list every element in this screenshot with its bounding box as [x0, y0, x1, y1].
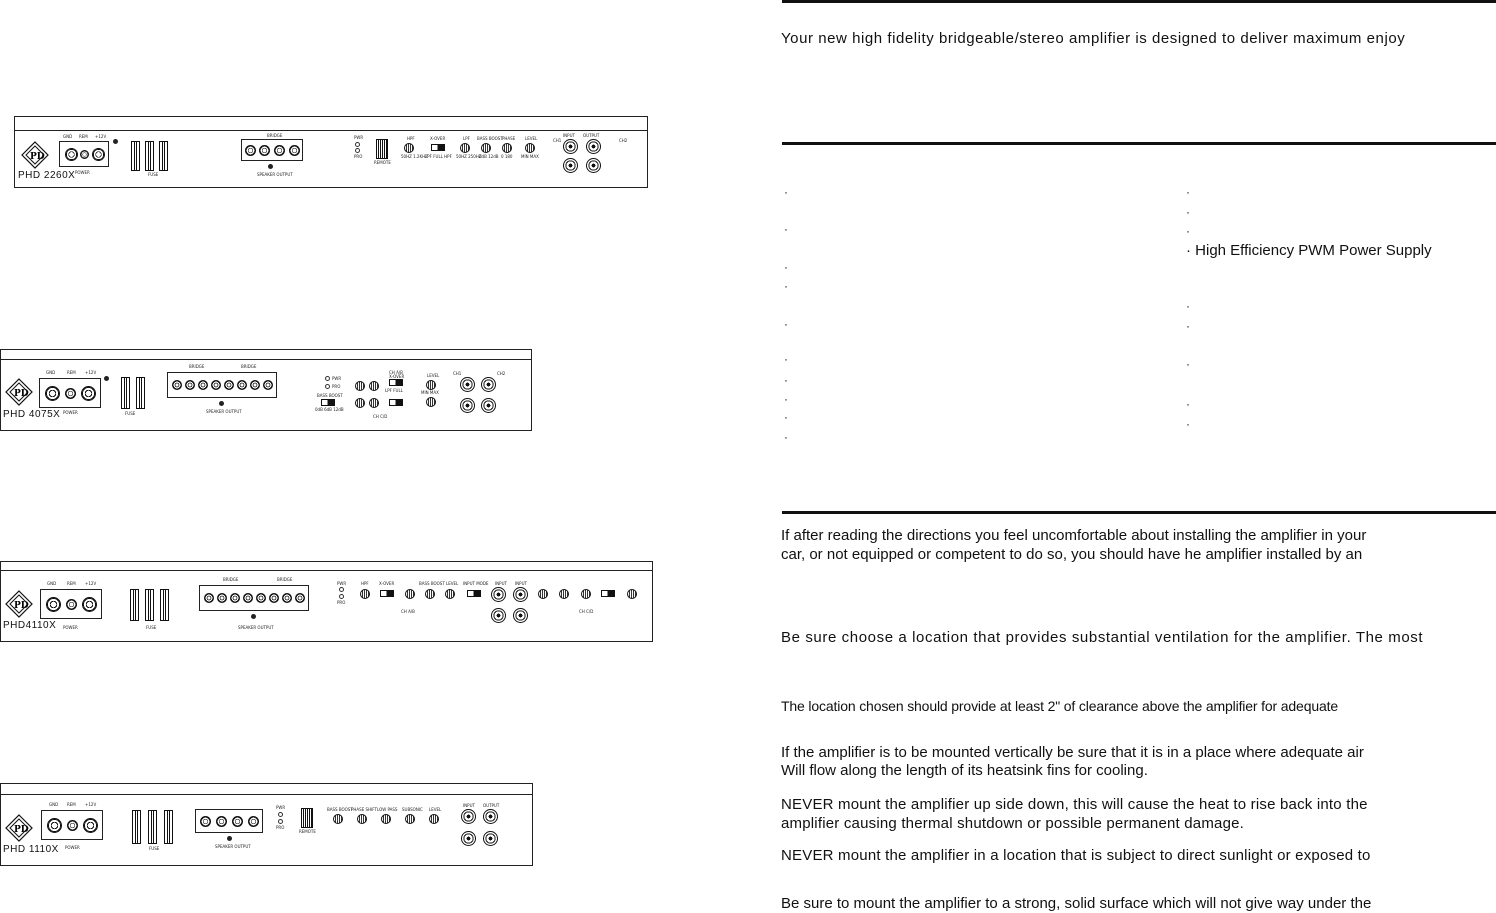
phase-shift-label: PHASE SHIFT	[351, 807, 377, 812]
speaker-terminal[interactable]	[274, 145, 285, 156]
lpf-knob[interactable]	[581, 589, 591, 599]
feature-bullet: ·	[784, 373, 788, 387]
rca-input-jack[interactable]	[460, 398, 475, 413]
led-label-pro: PRO	[276, 825, 285, 830]
speaker-terminal[interactable]	[232, 816, 243, 827]
rca-input-jack[interactable]	[563, 158, 578, 173]
output-label: OUTPUT	[483, 803, 500, 808]
power-terminal-block	[39, 378, 101, 408]
input-label: INPUT	[563, 133, 575, 138]
power-label: POWER	[65, 845, 80, 850]
gnd-terminal[interactable]	[46, 597, 61, 612]
amp-panel-phd-2260x	[14, 116, 648, 188]
speaker-terminal[interactable]	[269, 593, 279, 603]
hpf-range: 50HZ 1.2KHZ	[401, 154, 428, 159]
speaker-terminal-block	[167, 372, 277, 398]
svg-text:PD: PD	[14, 825, 29, 835]
feature-bullet: ·	[1186, 205, 1190, 219]
speaker-group-label: BRIDGE	[223, 577, 239, 582]
bass-boost-switch[interactable]	[321, 399, 335, 406]
phase-knob[interactable]	[502, 143, 512, 153]
remote-label: REMOTE	[374, 160, 391, 165]
speaker-output-label: SPEAKER OUTPUT	[257, 172, 293, 177]
low-pass-label: LOW PASS	[377, 807, 398, 812]
screw-icon	[219, 401, 224, 406]
power-label: POWER	[63, 625, 78, 630]
speaker-terminal[interactable]	[185, 380, 195, 390]
speaker-terminal[interactable]	[259, 145, 270, 156]
speaker-terminal[interactable]	[295, 593, 305, 603]
hpf-knob[interactable]	[627, 589, 637, 599]
speaker-terminal[interactable]	[248, 816, 259, 827]
feature-bullet: ·	[1186, 185, 1190, 199]
hpf-knob[interactable]	[369, 381, 379, 391]
power-led	[355, 142, 360, 147]
input-label: INPUT	[495, 581, 507, 586]
gnd-terminal[interactable]	[45, 386, 60, 401]
hpf-label: HPF	[407, 136, 415, 141]
protect-led	[278, 819, 283, 824]
bass-boost-label: BASS BOOST	[317, 393, 343, 398]
phase-shift-knob[interactable]	[357, 814, 367, 824]
speaker-terminal-block	[199, 585, 309, 611]
terminal-label-12v: +12V	[85, 581, 97, 586]
speaker-terminal[interactable]	[172, 380, 182, 390]
fuse-label: FUSE	[125, 411, 136, 416]
vertical-mount-line-1: If the amplifier is to be mounted vertically be sure that it is in a place where adequate air	[781, 744, 1364, 761]
ch2-label: CH2	[497, 371, 506, 376]
rca-input-jack[interactable]	[460, 377, 475, 392]
led-label-pwr: PWR	[276, 805, 286, 810]
rca-output-jack[interactable]	[586, 158, 601, 173]
never-sunlight-paragraph: NEVER mount the amplifier in a location that is subject to direct sunlight or exposed to	[781, 847, 1371, 864]
feature-bullet: ·	[784, 222, 788, 236]
speaker-output-label: SPEAKER OUTPUT	[238, 625, 274, 630]
terminal-label-12v: +12V	[85, 370, 97, 375]
feature-high-efficiency: · High Efficiency PWM Power Supply	[1186, 242, 1432, 259]
feature-bullet: ·	[784, 392, 788, 406]
feature-bullet: ·	[1186, 397, 1190, 411]
screw-icon	[113, 139, 118, 144]
model-name: PHD 1110X	[3, 844, 59, 855]
level-knob[interactable]	[426, 397, 436, 407]
model-name: PHD 2260X	[18, 170, 76, 181]
rca-output-jack[interactable]	[586, 139, 601, 154]
rca-input-jack[interactable]	[461, 809, 476, 824]
remote-port[interactable]	[301, 808, 313, 828]
remote-label: REMOTE	[299, 829, 316, 834]
x-over-label: X-OVER	[379, 581, 395, 586]
input-label: INPUT	[515, 581, 527, 586]
led-label-pro: PRO	[354, 154, 363, 159]
speaker-terminal-block	[241, 139, 303, 161]
fuse-icon[interactable]	[130, 589, 139, 621]
install-paragraph-line-1: If after reading the directions you feel uncomfortable about installing the amplifier in your	[781, 527, 1367, 544]
panel-top-line	[1, 359, 531, 360]
bass-boost-knob[interactable]	[333, 814, 343, 824]
speaker-terminal[interactable]	[217, 593, 227, 603]
x-over-label: X-OVER	[430, 136, 446, 141]
bass-boost-range: 0dB 12dB	[479, 154, 499, 159]
rem-terminal[interactable]	[66, 599, 77, 610]
12v-terminal[interactable]	[82, 597, 97, 612]
speaker-terminal[interactable]	[198, 380, 208, 390]
feature-bullet: ·	[1186, 357, 1190, 371]
speaker-terminal[interactable]	[230, 593, 240, 603]
terminal-label-rem: REM	[67, 581, 76, 586]
svg-text:PD: PD	[14, 389, 29, 399]
power-led	[339, 587, 344, 592]
lpf-knob[interactable]	[460, 143, 470, 153]
level-label: LEVEL	[429, 807, 442, 812]
power-terminal-block	[41, 810, 103, 840]
12v-terminal[interactable]	[81, 386, 96, 401]
x-over-modes: LPF FULL HPF	[425, 154, 452, 159]
level-knob[interactable]	[429, 814, 439, 824]
rca-input-jack[interactable]	[513, 608, 528, 623]
fuse-icon[interactable]	[132, 810, 141, 844]
level-label: LEVEL	[427, 373, 440, 378]
level-range: MIN MAX	[521, 154, 539, 159]
led-label-pwr: PWR	[337, 581, 347, 586]
model-name: PHD4110X	[3, 620, 57, 631]
speaker-group-label: BRIDGE	[267, 133, 283, 138]
speaker-terminal[interactable]	[216, 816, 227, 827]
led-label-pro: PRO	[337, 600, 346, 605]
speaker-terminal[interactable]	[263, 380, 273, 390]
speaker-terminal[interactable]	[237, 380, 247, 390]
speaker-output-label: SPEAKER OUTPUT	[206, 409, 242, 414]
power-label: POWER	[63, 410, 78, 415]
power-led	[325, 376, 330, 381]
amp-panel-phd-4075x	[0, 349, 532, 431]
rca-input-jack[interactable]	[461, 831, 476, 846]
feature-bullet: ·	[784, 430, 788, 444]
x-over-switch[interactable]	[389, 379, 403, 386]
led-label-pwr: PWR	[354, 135, 364, 140]
lpf-knob[interactable]	[405, 589, 415, 599]
feature-bullet: ·	[1186, 319, 1190, 333]
rca-input-jack[interactable]	[491, 587, 506, 602]
terminal-label-gnd: GND	[47, 581, 57, 586]
feature-bullet: ·	[1186, 417, 1190, 431]
terminal-label-rem: REM	[67, 802, 76, 807]
x-over-label: X-OVER	[389, 374, 405, 379]
terminal-label-12v: +12V	[85, 802, 97, 807]
amp-panel-phd4110x	[0, 561, 653, 642]
ch-a-b-label: CH A/B	[389, 370, 403, 375]
x-over-switch[interactable]	[389, 399, 403, 406]
bass-boost-label: BASS BOOST	[327, 807, 353, 812]
screw-icon	[251, 614, 256, 619]
input-label: INPUT	[463, 803, 475, 808]
speaker-group-label: BRIDGE	[277, 577, 293, 582]
terminal-label-12v: +12V	[95, 134, 107, 139]
output-label: OUTPUT	[583, 133, 600, 138]
screw-icon	[268, 164, 273, 169]
fuse-icon[interactable]	[136, 377, 145, 409]
level-knob[interactable]	[525, 143, 535, 153]
fuse-label: FUSE	[146, 625, 157, 630]
level-range: MIN MAX	[421, 390, 439, 395]
rem-terminal[interactable]	[80, 150, 89, 159]
rca-input-jack[interactable]	[563, 139, 578, 154]
terminal-label-gnd: GND	[49, 802, 59, 807]
x-over-switch[interactable]	[431, 144, 445, 151]
protect-led	[339, 594, 344, 599]
feature-bullet: ·	[784, 317, 788, 331]
bass-boost-knob[interactable]	[559, 589, 569, 599]
ventilation-paragraph: Be sure choose a location that provides substantial ventilation for the amplifier. The most	[781, 629, 1424, 646]
feature-bullet: ·	[784, 260, 788, 274]
12v-terminal[interactable]	[92, 148, 105, 161]
logo-icon	[21, 141, 49, 169]
fuse-icon[interactable]	[148, 810, 157, 844]
bass-boost-knob[interactable]	[481, 143, 491, 153]
power-terminal-block	[40, 589, 102, 619]
speaker-terminal[interactable]	[282, 593, 292, 603]
x-over-switch[interactable]	[380, 590, 394, 597]
protect-led	[355, 148, 360, 153]
terminal-label-rem: REM	[67, 370, 76, 375]
level-knob[interactable]	[445, 589, 455, 599]
never-upside-down-line-2: amplifier causing thermal shutdown or possible permanent damage.	[781, 815, 1245, 832]
ch-c-d-label: CH C/D	[579, 609, 594, 614]
hpf-knob[interactable]	[355, 381, 365, 391]
rca-input-jack[interactable]	[513, 587, 528, 602]
ch1-label: CH1	[553, 138, 562, 143]
speaker-output-label: SPEAKER OUTPUT	[215, 844, 251, 849]
led-label-pro: PRO	[332, 384, 341, 389]
speaker-terminal[interactable]	[200, 816, 211, 827]
speaker-terminal-block	[195, 809, 263, 833]
remote-port[interactable]	[376, 139, 388, 159]
feature-bullet: ·	[1186, 299, 1190, 313]
hpf-knob[interactable]	[360, 589, 370, 599]
fuse-icon[interactable]	[131, 141, 140, 171]
speaker-terminal[interactable]	[250, 380, 260, 390]
screw-icon	[104, 376, 109, 381]
speaker-terminal[interactable]	[204, 593, 214, 603]
input-mode-switch[interactable]	[467, 590, 481, 597]
feature-bullet: ·	[784, 410, 788, 424]
model-name: PHD 4075X	[3, 409, 61, 420]
fuse-label: FUSE	[149, 846, 160, 851]
rca-input-jack[interactable]	[481, 398, 496, 413]
rca-input-jack[interactable]	[491, 608, 506, 623]
ch1-label: CH1	[453, 371, 462, 376]
input-mode-label: INPUT MODE	[463, 581, 489, 586]
x-over-switch[interactable]	[601, 590, 615, 597]
speaker-group-label: BRIDGE	[189, 364, 205, 369]
x-over-modes: LPF FULL	[385, 388, 403, 393]
ch-a-b-label: CH A/B	[401, 609, 415, 614]
panel-top-line	[1, 570, 652, 571]
protect-led	[325, 384, 330, 389]
rem-terminal[interactable]	[65, 388, 76, 399]
feature-bullet: ·	[784, 279, 788, 293]
terminal-label-gnd: GND	[63, 134, 73, 139]
bass-boost-label: BASS BOOST	[419, 581, 445, 586]
rca-output-jack[interactable]	[483, 809, 498, 824]
svg-text:PD: PD	[14, 601, 29, 611]
phase-range: 0 180	[501, 154, 513, 159]
power-terminal-block	[59, 141, 109, 167]
speaker-terminal[interactable]	[289, 145, 300, 156]
logo-icon	[5, 378, 33, 406]
terminal-label-gnd: GND	[46, 370, 56, 375]
level-label: LEVEL	[525, 136, 538, 141]
mount-surface-paragraph: Be sure to mount the amplifier to a strong, solid surface which will not give way under the	[781, 895, 1372, 912]
gnd-terminal[interactable]	[47, 818, 62, 833]
level-knob[interactable]	[538, 589, 548, 599]
speaker-terminal[interactable]	[256, 593, 266, 603]
install-paragraph-line-2: car, or not equipped or competent to do so, you should have he amplifier installed by an	[781, 546, 1363, 563]
12v-terminal[interactable]	[83, 818, 98, 833]
level-knob[interactable]	[426, 380, 436, 390]
never-upside-down-line-1: NEVER mount the amplifier up side down, this will cause the heat to rise back into the	[781, 796, 1368, 813]
speaker-terminal[interactable]	[245, 145, 256, 156]
speaker-group-label: BRIDGE	[241, 364, 257, 369]
hpf-knob[interactable]	[355, 398, 365, 408]
svg-text:PD: PD	[30, 152, 45, 162]
phase-label: PHASE	[502, 136, 516, 141]
terminal-label-rem: REM	[79, 134, 88, 139]
lpf-range: 50HZ 250HZ	[456, 154, 482, 159]
screw-icon	[227, 836, 232, 841]
bass-boost-knob[interactable]	[425, 589, 435, 599]
rem-terminal[interactable]	[67, 820, 78, 831]
fuse-icon[interactable]	[145, 141, 154, 171]
bass-boost-range: 0dB 6dB 12dB	[315, 407, 344, 412]
section-rule	[782, 511, 1496, 514]
feature-bullet: ·	[784, 352, 788, 366]
level-label: LEVEL	[446, 581, 459, 586]
fuse-label: FUSE	[148, 172, 159, 177]
hpf-knob[interactable]	[404, 143, 414, 153]
speaker-terminal[interactable]	[224, 380, 234, 390]
vertical-mount-line-2: Will flow along the length of its heatsink fins for cooling.	[781, 762, 1148, 779]
hpf-knob[interactable]	[369, 398, 379, 408]
panel-top-line	[15, 130, 647, 131]
subsonic-label: SUBSONIC	[402, 807, 423, 812]
speaker-terminal[interactable]	[243, 593, 253, 603]
logo-icon	[5, 590, 33, 618]
bass-boost-label: BASS BOOST	[477, 136, 503, 141]
clearance-paragraph: The location chosen should provide at least 2" of clearance above the amplifier for adequate	[781, 698, 1338, 714]
low-pass-knob[interactable]	[381, 814, 391, 824]
rca-output-jack[interactable]	[483, 831, 498, 846]
led-label-pwr: PWR	[332, 376, 342, 381]
logo-icon	[5, 814, 33, 842]
fuse-icon[interactable]	[164, 810, 173, 844]
section-rule	[782, 142, 1496, 145]
ch2-label: CH2	[619, 138, 628, 143]
fuse-icon[interactable]	[121, 377, 130, 409]
section-rule	[782, 0, 1496, 3]
ch-c-d-label: CH C/D	[373, 414, 388, 419]
power-led	[278, 812, 283, 817]
panel-top-line	[1, 794, 532, 795]
power-label: POWER	[75, 170, 90, 175]
intro-text: Your new high fidelity bridgeable/stereo amplifier is designed to deliver maximum enjoy	[781, 30, 1406, 47]
subsonic-knob[interactable]	[405, 814, 415, 824]
lpf-label: LPF	[463, 136, 470, 141]
feature-bullet: ·	[1186, 224, 1190, 238]
fuse-icon[interactable]	[160, 589, 169, 621]
speaker-terminal[interactable]	[211, 380, 221, 390]
rca-input-jack[interactable]	[481, 377, 496, 392]
fuse-icon[interactable]	[145, 589, 154, 621]
fuse-icon[interactable]	[159, 141, 168, 171]
amp-panel-phd-1110x	[0, 783, 533, 866]
gnd-terminal[interactable]	[65, 148, 78, 161]
hpf-label: HPF	[361, 581, 369, 586]
feature-bullet: ·	[784, 185, 788, 199]
